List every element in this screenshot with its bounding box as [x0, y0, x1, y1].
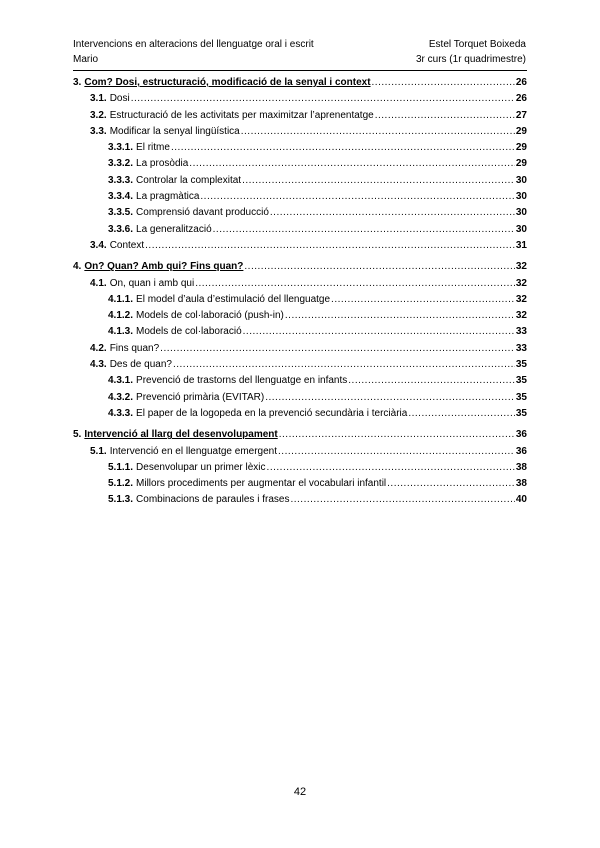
- toc-entry-title: Prevenció de trastorns del llenguatge en infants: [136, 375, 348, 387]
- toc-entry-title: La prosòdia: [136, 158, 189, 170]
- toc-entry-page: 35: [515, 407, 527, 419]
- toc-entry-page: 35: [515, 391, 527, 403]
- toc-entry-number: 5.1.: [90, 445, 107, 457]
- toc-leader-dots: [387, 476, 515, 492]
- toc-entry-number: 3.1.: [90, 93, 107, 105]
- toc-entry[interactable]: [73, 492, 527, 508]
- toc-entry[interactable]: [73, 308, 527, 324]
- toc-entry-title: Models de col·laboració (push-in): [136, 310, 284, 322]
- toc-entry-title: Com? Dosi, estructuració, modificació de la senyal i context: [84, 77, 371, 88]
- document-name: Mario: [73, 54, 99, 65]
- toc-leader-dots: [213, 222, 515, 238]
- toc-entry[interactable]: [73, 75, 527, 91]
- toc-leader-dots: [131, 91, 515, 107]
- toc-entry-page: 33: [515, 342, 527, 354]
- toc-entry-number: 5.1.3.: [108, 494, 134, 506]
- toc-leader-dots: [285, 308, 515, 324]
- header-row-2: [73, 52, 526, 67]
- toc-entry-number: 5.1.1.: [108, 461, 134, 473]
- toc-leader-dots: [160, 341, 515, 357]
- toc-entry-number: 4.3.3.: [108, 407, 134, 419]
- header-row-1: [73, 37, 526, 52]
- toc-entry-number: 3.3.1.: [108, 142, 134, 154]
- toc-entry-page: 29: [515, 125, 527, 137]
- toc-leader-dots: [171, 140, 515, 156]
- toc-entry-number: 3.3.5.: [108, 207, 134, 219]
- page-header: [73, 37, 526, 67]
- toc-entry[interactable]: [73, 222, 527, 238]
- toc-entry-page: 30: [515, 223, 527, 235]
- toc-entry-page: 32: [515, 277, 527, 289]
- toc-entry-page: 33: [515, 326, 527, 338]
- toc-entry[interactable]: [73, 124, 527, 140]
- toc-entry[interactable]: [73, 259, 527, 275]
- toc-leader-dots: [267, 460, 515, 476]
- toc-entry-number: 5.1.2.: [108, 478, 134, 490]
- toc-leader-dots: [173, 357, 515, 373]
- course-info: 3r curs (1r quadrimestre): [415, 54, 526, 65]
- toc-leader-dots: [279, 427, 515, 443]
- toc-entry-page: 35: [515, 375, 527, 387]
- toc-entry-title: Comprensió davant producció: [136, 207, 269, 219]
- toc-leader-dots: [375, 108, 515, 124]
- toc-entry-title: Controlar la complexitat: [136, 174, 242, 186]
- toc-entry[interactable]: [73, 373, 527, 389]
- toc-entry-number: 3.4.: [90, 239, 107, 251]
- toc-entry-title: Intervenció al llarg del desenvolupament: [84, 429, 278, 441]
- toc-entry-number: 3.3.6.: [108, 223, 134, 235]
- toc-leader-dots: [189, 156, 515, 172]
- toc-entry-number: 3.3.4.: [108, 191, 134, 203]
- toc-entry[interactable]: [73, 357, 527, 373]
- toc-entry-page: 35: [515, 359, 527, 371]
- toc-entry-page: 29: [515, 158, 527, 170]
- author-name: Estel Torquet Boixeda: [428, 39, 526, 50]
- toc-entry[interactable]: [73, 476, 527, 492]
- toc-entry-page: 32: [515, 293, 527, 305]
- toc-entry-page: 27: [515, 109, 527, 121]
- toc-entry-number: 3.3.2.: [108, 158, 134, 170]
- toc-entry-page: 38: [515, 461, 527, 473]
- toc-leader-dots: [200, 189, 514, 205]
- toc-leader-dots: [242, 173, 515, 189]
- toc-leader-dots: [408, 406, 515, 422]
- toc-entry[interactable]: [73, 324, 527, 340]
- toc-entry-title: Des de quan?: [109, 359, 172, 371]
- page-number: 42: [293, 786, 307, 798]
- toc-leader-dots: [241, 124, 515, 140]
- document-subject: Intervencions en alteracions del llenguatge oral i escrit: [73, 39, 314, 50]
- toc-entry-title: El model d’aula d’estimulació del llenguatge: [136, 293, 331, 305]
- toc-entry-number: 4.1.2.: [108, 310, 134, 322]
- toc-entry-page: 40: [515, 494, 527, 506]
- toc-entry[interactable]: [73, 173, 527, 189]
- table-of-contents: [73, 75, 527, 509]
- toc-leader-dots: [244, 259, 514, 275]
- toc-entry-title: On, quan i amb qui: [109, 277, 195, 289]
- toc-leader-dots: [331, 292, 515, 308]
- toc-entry-number: 4.3.: [90, 359, 107, 371]
- toc-leader-dots: [278, 444, 515, 460]
- toc-entry-title: Desenvolupar un primer lèxic: [136, 461, 266, 473]
- toc-entry-number: 4.3.2.: [108, 391, 134, 403]
- toc-entry[interactable]: [73, 140, 527, 156]
- toc-entry-page: 36: [515, 445, 527, 457]
- toc-entry[interactable]: [73, 108, 527, 124]
- toc-entry-title: Estructuració de les activitats per maximitzar l’aprenentatge: [109, 109, 374, 121]
- toc-leader-dots: [265, 390, 515, 406]
- toc-entry[interactable]: [73, 427, 527, 443]
- toc-entry[interactable]: [73, 460, 527, 476]
- toc-entry[interactable]: [73, 238, 527, 254]
- toc-entry[interactable]: [73, 91, 527, 107]
- toc-entry[interactable]: [73, 292, 527, 308]
- toc-entry[interactable]: [73, 189, 527, 205]
- toc-entry-title: Models de col·laboració: [136, 326, 242, 338]
- toc-leader-dots: [145, 238, 515, 254]
- toc-entry-title: La generalització: [136, 223, 212, 235]
- toc-entry-page: 30: [515, 191, 527, 203]
- toc-entry-title: El ritme: [136, 142, 170, 154]
- toc-entry-number: 3.: [73, 77, 82, 88]
- toc-entry-number: 4.1.: [90, 277, 107, 289]
- toc-leader-dots: [195, 276, 515, 292]
- toc-entry-page: 36: [515, 429, 527, 441]
- toc-entry-page: 26: [515, 93, 527, 105]
- toc-entry-title: Intervenció en el llenguatge emergent: [109, 445, 278, 457]
- header-divider: [73, 70, 527, 71]
- toc-entry-number: 4.1.1.: [108, 293, 134, 305]
- toc-entry[interactable]: [73, 156, 527, 172]
- toc-entry-title: Prevenció primària (EVITAR): [136, 391, 265, 403]
- toc-entry-number: 5.: [73, 429, 82, 441]
- toc-entry-title: El paper de la logopeda en la prevenció secundària i terciària: [136, 407, 408, 419]
- toc-entry-number: 4.: [73, 261, 82, 273]
- toc-entry-page: 32: [515, 310, 527, 322]
- toc-entry-title: Context: [109, 239, 145, 251]
- toc-leader-dots: [290, 492, 514, 508]
- toc-entry[interactable]: [73, 205, 527, 221]
- toc-entry[interactable]: [73, 444, 527, 460]
- toc-entry[interactable]: [73, 406, 527, 422]
- toc-entry-title: La pragmàtica: [136, 191, 200, 203]
- toc-entry-page: 30: [515, 207, 527, 219]
- toc-entry-title: Millors procediments per augmentar el vocabulari infantil: [136, 478, 387, 490]
- toc-entry-page: 29: [515, 142, 527, 154]
- toc-entry-number: 4.3.1.: [108, 375, 134, 387]
- toc-entry-page: 38: [515, 478, 527, 490]
- toc-entry-title: On? Quan? Amb qui? Fins quan?: [84, 261, 244, 273]
- toc-entry[interactable]: [73, 341, 527, 357]
- toc-leader-dots: [372, 75, 515, 91]
- toc-entry[interactable]: [73, 390, 527, 406]
- toc-entry-number: 4.2.: [90, 342, 107, 354]
- toc-entry-number: 4.1.3.: [108, 326, 134, 338]
- toc-entry-title: Fins quan?: [109, 342, 160, 354]
- toc-entry-number: 3.3.3.: [108, 174, 134, 186]
- toc-entry-number: 3.3.: [90, 125, 107, 137]
- toc-entry-page: 26: [515, 77, 527, 88]
- toc-entry-page: 30: [515, 174, 527, 186]
- toc-entry-page: 31: [515, 239, 527, 251]
- toc-leader-dots: [348, 373, 515, 389]
- toc-leader-dots: [270, 205, 515, 221]
- toc-entry-title: Modificar la senyal lingüística: [109, 125, 240, 137]
- toc-leader-dots: [243, 324, 515, 340]
- toc-entry-number: 3.2.: [90, 109, 107, 121]
- toc-entry-title: Combinacions de paraules i frases: [136, 494, 290, 506]
- toc-entry[interactable]: [73, 276, 527, 292]
- toc-entry-page: 32: [515, 261, 527, 273]
- toc-entry-title: Dosi: [109, 93, 130, 105]
